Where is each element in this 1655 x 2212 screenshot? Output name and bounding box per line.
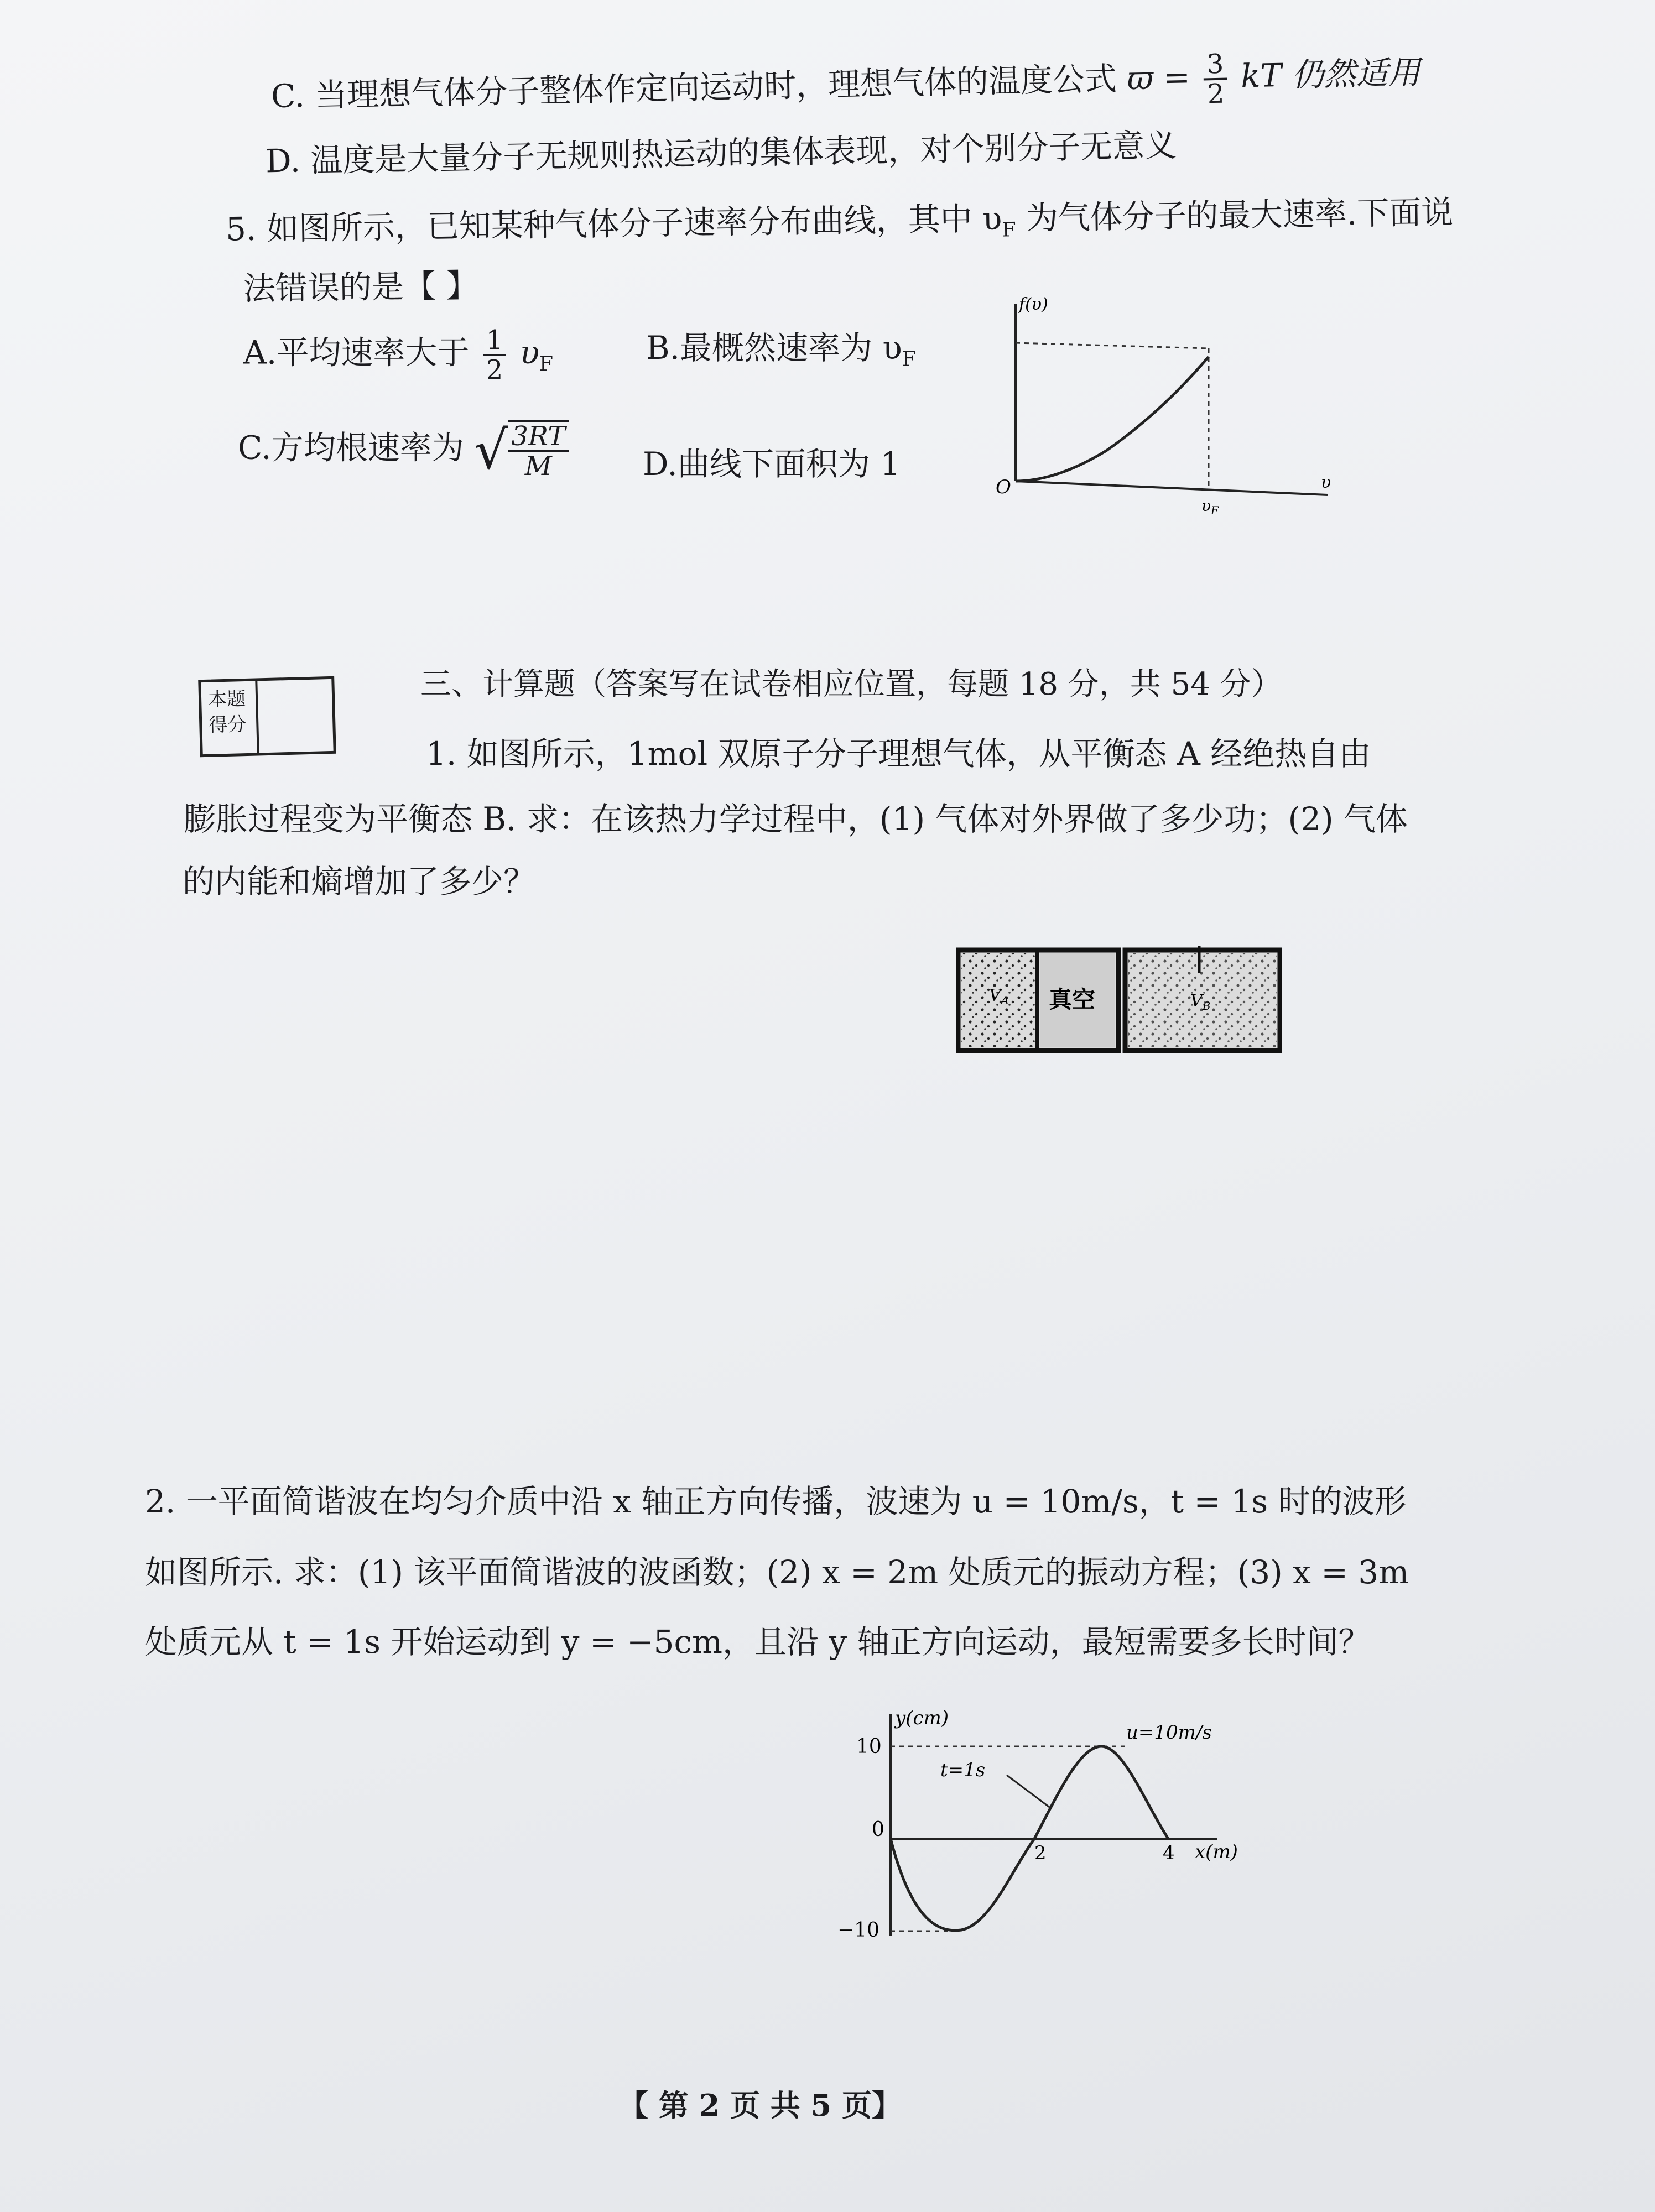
score-box-divider [255,681,259,753]
calc-q1-line3: 的内能和熵增加了多少？ [183,863,536,900]
calc-q1-line2: 膨胀过程变为平衡态 B. 求：在该热力学过程中，(1) 气体对外界做了多少功；(2) 气体 [184,800,1408,838]
q5-option-c-text: C.方均根速率为 [238,429,464,467]
fraction-numerator: 1 [483,326,507,356]
q5-stem-text: 如图所示，已知某种气体分子速率分布曲线，其中 υ [266,199,1002,248]
q4-option-c-tail: kT 仍然适用 [1240,53,1421,95]
q5-speed-distribution-graph [985,293,1350,525]
q4-option-d-text: 温度是大量分子无规则热运动的集体表现，对个别分子无意义 [310,126,1177,179]
q5-option-c-fraction [508,420,569,481]
calc-q2-line2: 如图所示. 求：(1) 该平面简谐波的波函数；(2) x = 2m 处质元的振动方程；(3) x = 3m [145,1553,1409,1591]
q5-option-a-fraction [483,326,507,384]
q5-option-c [238,420,572,481]
fraction-numerator: 3 [1203,50,1227,81]
calc-q2-line1: 2. 一平面简谐波在均匀介质中沿 x 轴正方向传播，波速为 u = 10m/s，t = 1s 时的波形 [145,1483,1407,1520]
q5-option-b [646,329,916,371]
q5-option-b-text: B.最概然速率为 υ [646,329,902,367]
q5-stem-line1 [225,193,1454,252]
va-label: $V_A$ [989,986,1009,1007]
page-footer: 【 第 2 页 共 5 页】 [618,2088,902,2123]
q5-stem-tail: 为气体分子的最大速率.下面说 [1015,193,1454,237]
vacuum-label: 真空 [1049,986,1096,1013]
calc-q1-line1: 1. 如图所示，1mol 双原子分子理想气体，从平衡态 A 经绝热自由 [426,735,1371,773]
q5-graph-x-axis [1016,481,1328,495]
fraction-denominator: 2 [1207,79,1225,110]
fraction-denominator: M [524,451,552,482]
q4-option-d-prefix: D. [265,142,301,180]
q4-option-c-symbol: ϖ [1126,59,1154,97]
score-box [198,676,336,757]
q4-option-c-eq: = [1163,58,1191,97]
q2-graph-t-pointer [1007,1775,1051,1808]
q5-option-b-sub: F [902,348,916,371]
q5-option-d: D.曲线下面积为 1 [643,445,901,483]
q4-option-d [265,126,1177,180]
q2-graph-ylabel: y(cm) [895,1707,949,1729]
q5-graph-curve [1016,357,1209,481]
q5-option-a-text: A.平均速率大于 [243,333,470,372]
q5-stem-line2: 法错误的是【 】 [243,267,478,307]
q5-option-a [243,326,553,384]
q2-graph-tick-0: 0 [872,1818,884,1841]
q5-number: 5. [225,210,257,248]
q2-graph-u-label: u=10m/s [1126,1721,1212,1744]
free-expansion-figure [956,946,1282,1062]
q4-option-c-fraction [1203,50,1228,109]
q5-graph-dashed-horizontal [1016,343,1209,348]
q5-graph-vf-label: $\upsilon_F$ [1201,497,1219,517]
q5-option-a-sub: F [539,353,553,376]
fraction-denominator: 2 [486,354,503,386]
sqrt-sign: √ [474,419,508,482]
q5-graph-origin: O [996,476,1011,498]
calc-q2-line3: 处质元从 t = 1s 开始运动到 y = −5cm，且沿 y 轴正方向运动，最短需要多长时间？ [145,1623,1371,1661]
q4-option-c [270,46,1420,128]
score-box-labels [208,687,247,739]
q5-stem-subscript: F [1002,218,1016,242]
fraction-numerator: 3RT [508,422,569,452]
q5-graph-ylabel: f(υ) [1019,295,1048,314]
section3-heading: 三、计算题（答案写在试卷相应位置，每题 18 分，共 54 分） [420,666,1282,702]
q2-graph-tick-4: 4 [1163,1842,1175,1864]
q2-graph-tick-m10: −10 [837,1919,879,1942]
q4-option-c-text: 当理想气体分子整体作定向运动时，理想气体的温度公式 [314,60,1117,114]
q2-graph-tick-2: 2 [1034,1842,1047,1864]
q5-graph-xlabel: υ [1321,473,1331,492]
q2-graph-tick-10: 10 [856,1735,882,1758]
q4-option-c-prefix: C. [270,76,305,116]
vb-label: $V_B$ [1190,992,1211,1013]
score-box-label-1: 本题 [207,688,246,711]
q5-option-a-var: υ [519,333,540,372]
q2-graph-t-label: t=1s [940,1759,986,1781]
score-box-label-2: 得分 [208,713,247,737]
q2-waveform-graph [830,1703,1261,1947]
q2-graph-xlabel: x(m) [1195,1841,1238,1863]
